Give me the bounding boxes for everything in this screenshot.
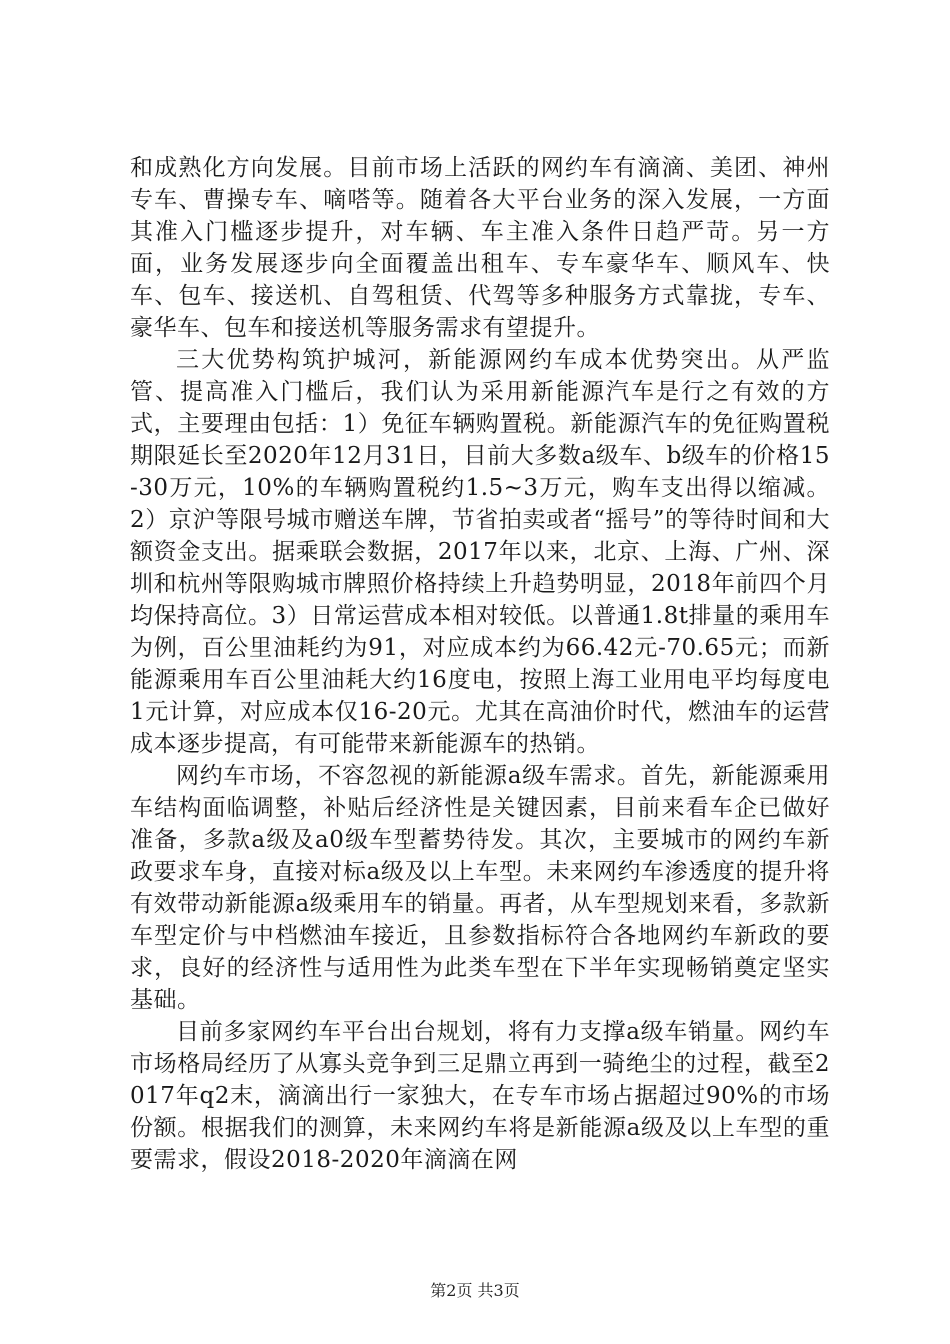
page-footer: 第2页 共3页 xyxy=(430,1281,520,1300)
paragraph-2: 三大优势构筑护城河，新能源网约车成本优势突出。从严监管、提高准入门槛后，我们认为采用新能源汽车是行之有效的方式，主要理由包括：1）免征车辆购置税。新能源汽车的免征购置税期限延长至2020年12月31日，目前大多数a级车、b级车的价格15-30万元，10%的车辆购置税约1.5~3万元，购车支出得以缩减。2）京沪等限号城市赠送车牌，节省拍卖或者“摇号”的等待时间和大额资金支出。据乘联会数据，2017年以来，北京、上海、广州、深圳和杭州等限购城市牌照价格持续上升趋势明显，2018年前四个月均保持高位。3）日常运营成本相对较低。以普通1.8t排量的乘用车为例，百公里油耗约为91，对应成本约为66.42元-70.65元；而新能源乘用车百公里油耗大约16度电，按照上海工业用电平均每度电1元计算，对应成本仅16-20元。尤其在高油价时代，燃油车的运营成本逐步提高，有可能带来新能源车的热销。 xyxy=(130,347,830,757)
paragraph-4: 目前多家网约车平台出台规划，将有力支撑a级车销量。网约车市场格局经历了从寡头竞争到三足鼎立再到一骑绝尘的过程，截至2017年q2末，滴滴出行一家独大，在专车市场占据超过90%的市场份额。根据我们的测算，未来网约车将是新能源a级及以上车型的重要需求，假设2018-2020年滴滴在网 xyxy=(130,1019,830,1173)
paragraph-1: 和成熟化方向发展。目前市场上活跃的网约车有滴滴、美团、神州专车、曹操专车、嘀嗒等。随着各大平台业务的深入发展，一方面其准入门槛逐步提升，对车辆、车主准入条件日趋严苛。另一方面，业务发展逐步向全面覆盖出租车、专车豪华车、顺风车、快车、包车、接送机、自驾租赁、代驾等多种服务方式靠拢，专车、豪华车、包车和接送机等服务需求有望提升。 xyxy=(130,155,830,341)
paragraph-3: 网约车市场，不容忽视的新能源a级车需求。首先，新能源乘用车结构面临调整，补贴后经济性是关键因素，目前来看车企已做好准备，多款a级及a0级车型蓄势待发。其次，主要城市的网约车新政要求车身，直接对标a级及以上车型。未来网约车渗透度的提升将有效带动新能源a级乘用车的销量。再者，从车型规划来看，多款新车型定价与中档燃油车接近，且参数指标符合各地网约车新政的要求，良好的经济性与适用性为此类车型在下半年实现畅销奠定坚实基础。 xyxy=(130,763,830,1013)
document-body xyxy=(130,152,830,1176)
